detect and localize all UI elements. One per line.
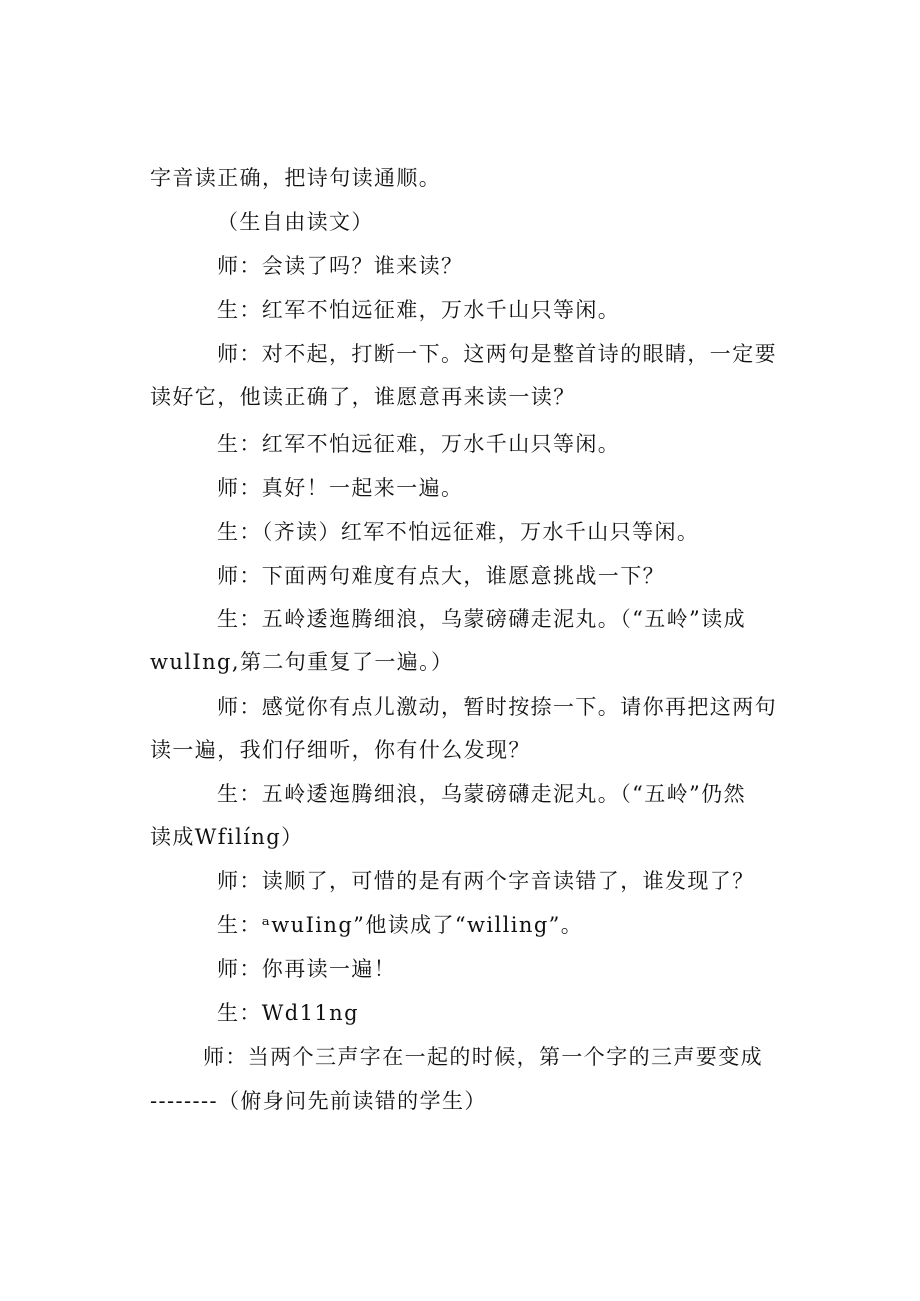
text-line: 师：会读了吗？谁来读？: [217, 254, 464, 278]
text-line: 师：真好！一起来一遍。: [217, 476, 464, 500]
text-line: 师：感觉你有点儿激动，暂时按捺一下。请你再把这两句: [217, 695, 777, 719]
text-line: （生自由读文）: [217, 210, 374, 234]
text-line: 生：Wd11ng: [217, 1001, 359, 1025]
text-line: 生：ᵃwuIing”他读成了“willing”。: [217, 913, 584, 937]
text-line: 读一遍，我们仔细听，你有什么发现？: [150, 738, 531, 762]
text-line: 读好它，他读正确了，谁愿意再来读一读？: [150, 385, 576, 409]
text-line: 师：下面两句难度有点大，谁愿意挑战一下？: [217, 564, 665, 588]
text-line: 师：你再读一遍！: [217, 957, 397, 981]
text-line: 读成Wfilíng）: [150, 825, 304, 849]
text-line: 生：五岭逶迤腾细浪，乌蒙磅礴走泥丸。（“五岭”读成: [217, 607, 746, 631]
text-line: wulIng,第二句重复了一遍。）: [150, 650, 454, 674]
text-line: 生：（齐读）红军不怕远征难，万水千山只等闲。: [217, 520, 700, 544]
text-line: 字音读正确，把诗句读通顺。: [150, 166, 442, 190]
text-line: 生：五岭逶迤腾细浪，乌蒙磅礴走泥丸。（“五岭”仍然: [217, 782, 746, 806]
text-line: --------（俯身问先前读错的学生）: [150, 1089, 487, 1113]
text-line: 生：红军不怕远征难，万水千山只等闲。: [217, 298, 621, 322]
text-line: 师：读顺了，可惜的是有两个字音读错了，谁发现了？: [217, 869, 755, 893]
text-line: 师：当两个三声字在一起的时候，第一个字的三声要变成: [203, 1045, 763, 1069]
text-line: 师：对不起，打断一下。这两句是整首诗的眼睛，一定要: [217, 342, 777, 366]
text-line: 生：红军不怕远征难，万水千山只等闲。: [217, 432, 621, 456]
